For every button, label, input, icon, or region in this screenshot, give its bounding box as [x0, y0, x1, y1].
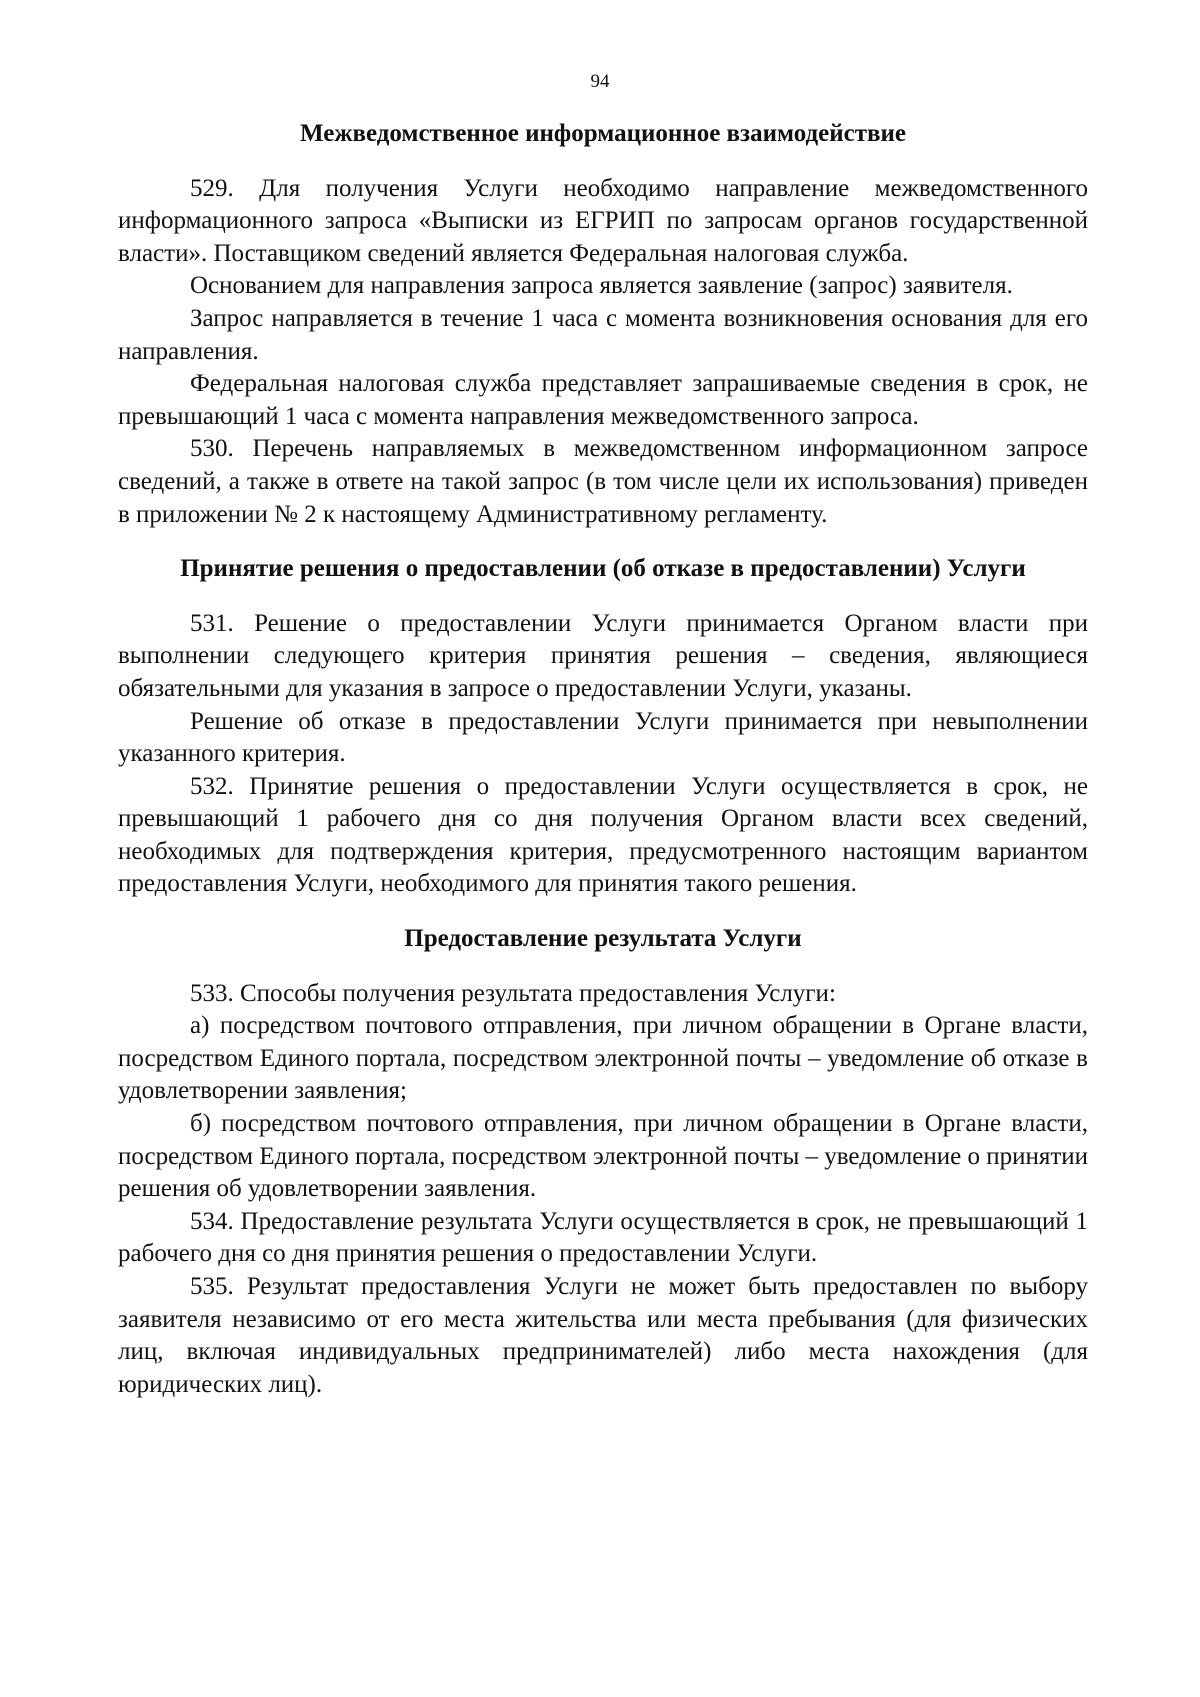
section-title: Предоставление результата Услуги: [404, 925, 802, 953]
paragraph: Основанием для направления запроса является заявление (запрос) заявителя.: [190, 272, 1013, 300]
paragraph-533: 533. Способы получения результата предоставления Услуги:: [190, 979, 836, 1007]
paragraph-532: 532. Принятие решения о предоставлении Услуги осуществляется в срок, не превышающий 1 рабочего дня со дня получения Органом власти всех сведений, необходимых для подтверждения критерия, предусмотренного настоящим вариантом предоставления Услуги, необходимого для принятия такого решения.: [118, 772, 1088, 898]
section-interagency-interaction: [118, 118, 1088, 531]
paragraph: Федеральная налоговая служба представляет запрашиваемые сведения в срок, не превышающий 1 часа с момента направления межведомственного запроса.: [118, 370, 1088, 430]
paragraph-535: 535. Результат предоставления Услуги не может быть предоставлен по выбору заявителя независимо от его места жительства или места пребывания (для физических лиц, включая индивидуальных предпринимателей) либо места нахождения (для юридических лиц).: [118, 1273, 1088, 1398]
paragraph: Решение об отказе в предоставлении Услуги принимается при невыполнении указанного критерия.: [118, 707, 1088, 768]
section-title: Принятие решения о предоставлении (об отказе в предоставлении) Услуги: [180, 555, 1026, 583]
section-title: Межведомственное информационное взаимодействие: [300, 120, 906, 147]
section-decision: [118, 553, 1088, 901]
page-number: 94: [590, 71, 610, 92]
paragraph-534: 534. Предоставление результата Услуги осуществляется в срок, не превышающий 1 рабочего дня со дня принятия решения о предоставлении Услуги.: [118, 1207, 1088, 1268]
paragraph-533-b: б) посредством почтового отправления, при личном обращении в Органе власти, посредством Единого портала, посредством электронной почты – уведомление о принятии решения об удовлетворении заявления.: [118, 1110, 1089, 1203]
paragraph-533-a: а) посредством почтового отправления, при личном обращении в Органе власти, посредством Единого портала, посредством электронной почты – уведомление об отказе в удовлетворении заявления;: [118, 1012, 1088, 1105]
paragraph-529: 529. Для получения Услуги необходимо направление межведомственного информационного запроса «Выписки из ЕГРИП по запросам органов государственной власти». Поставщиком сведений является Федеральная налоговая служба.: [118, 174, 1088, 267]
paragraph: Запрос направляется в течение 1 часа с момента возникновения основания для его направления.: [118, 304, 1088, 365]
section-result: [118, 923, 1088, 1401]
document-body: [118, 118, 1088, 1401]
paragraph-530: 530. Перечень направляемых в межведомственном информационном запросе сведений, а также в ответе на такой запрос (в том числе цели их использования) приведен в приложении № 2 к настоящему Административному регламенту.: [118, 435, 1088, 528]
paragraph-531: 531. Решение о предоставлении Услуги принимается Органом власти при выполнении следующего критерия принятия решения – сведения, являющиеся обязательными для указания в запросе о предоставлении Услуги, указаны.: [118, 609, 1088, 702]
